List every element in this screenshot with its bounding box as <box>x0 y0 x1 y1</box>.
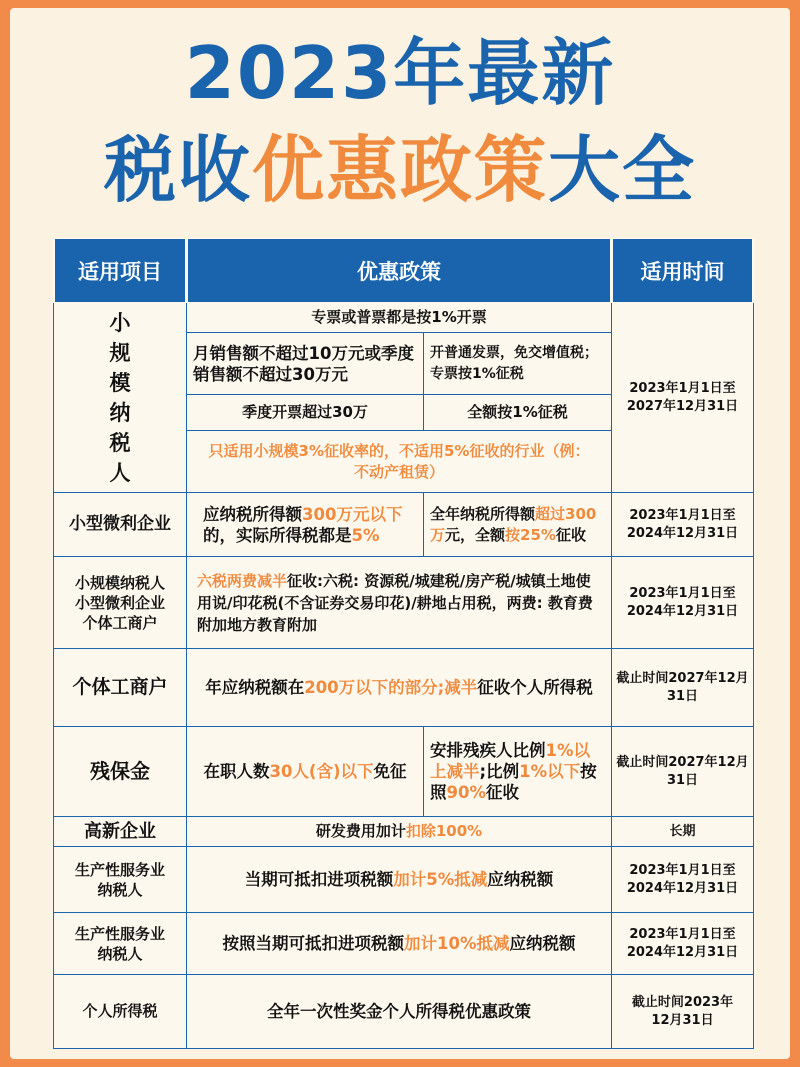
table-header-row <box>54 239 754 303</box>
cell-time: 截止时间2023年12月31日 <box>612 975 754 1049</box>
cell-item: 残保金 <box>54 727 187 817</box>
title-line-1: 2023年最新 <box>184 31 616 115</box>
cell-time: 2023年1月1日至2024年12月31日 <box>612 847 754 913</box>
cell-time: 长期 <box>612 817 754 847</box>
table-row <box>54 493 754 557</box>
title-part-all: 大全 <box>548 128 697 212</box>
cell-item: 个体工商户 <box>54 649 187 727</box>
cell-policy: 六税两费减半征收:六税: 资源税/城建税/房产税/城镇土地使用说/印花税(不含证券交易印花)/耕地占用税，两费: 教育费附加地方教育附加 <box>187 557 612 649</box>
cell-time: 截止时间2027年12月31日 <box>612 727 754 817</box>
cell-policy: 开普通发票，免交增值税；专票按1%征税 <box>424 333 612 395</box>
cell-policy: 研发费用加计扣除100% <box>187 817 612 847</box>
cell-policy: 全年纳税所得额超过300万元，全额按25%征收 <box>424 493 612 557</box>
cell-time: 2023年1月1日至2024年12月31日 <box>612 557 754 649</box>
cell-policy: 月销售额不超过10万元或季度销售额不超过30万元 <box>187 333 424 395</box>
cell-time: 截止时间2027年12月31日 <box>612 649 754 727</box>
header-item: 适用项目 <box>54 239 187 303</box>
cell-item: 生产性服务业纳税人 <box>54 847 187 913</box>
tax-policy-table <box>52 238 755 1049</box>
header-time: 适用时间 <box>612 239 754 303</box>
title-part-policy: 优惠政策 <box>251 128 548 212</box>
table-row <box>54 557 754 649</box>
header-policy: 优惠政策 <box>187 239 612 303</box>
title-line-2 <box>0 122 800 218</box>
title-part-tax: 税收 <box>103 128 252 212</box>
cell-policy: 年应纳税额在200万以下的部分;减半征收个人所得税 <box>187 649 612 727</box>
cell-policy: 全年一次性奖金个人所得税优惠政策 <box>187 975 612 1049</box>
cell-time: 2023年1月1日至2027年12月31日 <box>612 303 754 493</box>
table-row <box>54 913 754 975</box>
cell-item: 小规模纳税人 小型微利企业 个体工商户 <box>54 557 187 649</box>
cell-policy: 当期可抵扣进项税额加计5%抵减应纳税额 <box>187 847 612 913</box>
table-row <box>54 303 754 333</box>
cell-item: 生产性服务业纳税人 <box>54 913 187 975</box>
table-row <box>54 649 754 727</box>
cell-item: 高新企业 <box>54 817 187 847</box>
cell-policy: 全额按1%征税 <box>424 395 612 431</box>
cell-policy: 专票或普票都是按1%开票 <box>187 303 612 333</box>
table-row <box>54 975 754 1049</box>
cell-policy: 应纳税所得额300万元以下的，实际所得税都是5% <box>187 493 424 557</box>
cell-policy-note: 只适用小规模3%征收率的，不适用5%征收的行业（例：不动产租赁） <box>187 431 612 493</box>
table-row <box>54 817 754 847</box>
cell-item: 小型微利企业 <box>54 493 187 557</box>
table-row <box>54 727 754 817</box>
cell-policy: 季度开票超过30万 <box>187 395 424 431</box>
cell-time: 2023年1月1日至2024年12月31日 <box>612 493 754 557</box>
cell-policy: 按照当期可抵扣进项税额加计10%抵减应纳税额 <box>187 913 612 975</box>
cell-policy: 安排残疾人比例1%以上减半;比例1%以下按照90%征收 <box>424 727 612 817</box>
cell-item-small-taxpayer: 小规模纳税人 <box>54 303 187 493</box>
table-row <box>54 847 754 913</box>
cell-policy: 在职人数30人(含)以下免征 <box>187 727 424 817</box>
cell-time: 2023年1月1日至2024年12月31日 <box>612 913 754 975</box>
cell-item: 个人所得税 <box>54 975 187 1049</box>
